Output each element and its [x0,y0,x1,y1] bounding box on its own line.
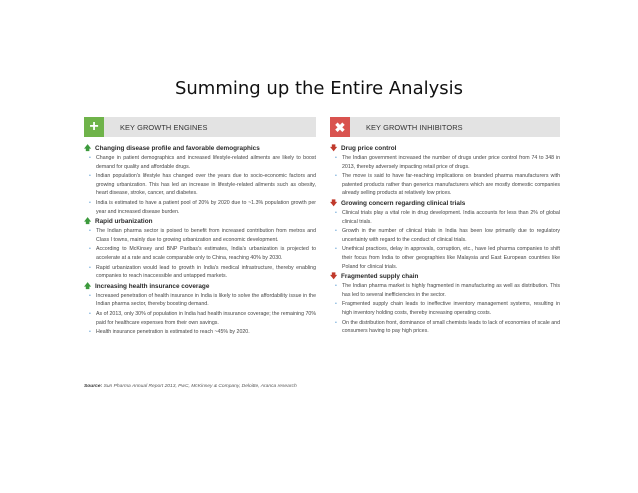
section-title: Growing concern regarding clinical trials [341,199,466,207]
inhibitor-section [330,273,560,336]
bullet-item: • The Indian pharma sector is poised to benefit from increased contribution from metros and Class I towns, mainly due to growing urbanization and economic development. [84,227,316,244]
growth-engines-header [84,117,316,137]
bullet-item: • The Indian pharma market is highly fragmented in manufacturing as well as distribution. This has led to several inefficiencies in the sector. [330,282,560,299]
growth-engines-column [84,117,316,339]
plus-icon: + [84,117,104,137]
bullet-item: • The Indian government increased the number of drugs under price control from 74 to 348 in 2013, thereby adversely impacting retail price of drugs. [330,154,560,171]
growth-inhibitors-title: KEY GROWTH INHIBITORS [366,122,463,132]
bullet-item: • Indian population's lifestyle has changed over the years due to socio-economic factors and growing urbanization. This has led an increase in lifestyle-related ailments such as obesity, heart disease, stroke, cancer, and diabetes. [84,172,316,198]
arrow-up-icon: 🡅 [84,218,92,226]
bullet-item: • According to McKinsey and BNP Paribas's estimates, India's urbanization is projected to accelerate at a rate and scale comparable only to China, reaching 40% by 2030. [84,245,316,262]
section-title: Fragmented supply chain [341,273,419,281]
section-title: Increasing health insurance coverage [95,282,210,290]
growth-engines-list [84,137,316,337]
arrow-up-icon: 🡅 [84,145,92,152]
arrow-up-icon: 🡅 [84,282,92,290]
bullet-item: • As of 2013, only 30% of population in India had health insurance coverage; the remaining 70% paid for healthcare expenses from their own savings. [84,310,316,327]
source-note [84,384,316,389]
page-title: Summing up the Entire Analysis [174,78,464,99]
growth-inhibitors-column [330,117,560,338]
growth-engines-title: KEY GROWTH ENGINES [120,122,208,132]
arrow-down-icon: 🡇 [330,199,338,207]
bullet-item: • The move is said to have far-reaching implications on branded pharma manufacturers with patented products rather than generics manufacturers which are mostly domestic companies already selling products at relatively low prices. [330,172,560,198]
arrow-down-icon: 🡇 [330,273,338,281]
bullet-item: • Increased penetration of health insurance in India is likely to solve the affordability issue in the Indian pharma sector, thereby boosting demand. [84,292,316,309]
bullet-item: • Clinical trials play a vital role in drug development. India accounts for less than 2% of global clinical trials. [330,209,560,226]
bullet-item: • Fragmented supply chain leads to ineffective inventory management systems, resulting in high inventory holding costs, thereby increasing operating costs. [330,300,560,317]
growth-inhibitors-header [330,117,560,137]
arrow-down-icon: 🡇 [330,145,338,152]
bullet-item: • Rapid urbanization would lead to growth in India's medical infrastructure, thereby enabling companies to reach inaccessible and untapped markets. [84,264,316,281]
section-title: Rapid urbanization [95,218,153,226]
section-title: Changing disease profile and favorable demographics [95,145,260,152]
cross-icon: ✖ [330,117,350,137]
bullet-item: • Health insurance penetration is estimated to reach ~45% by 2020. [84,328,316,337]
growth-inhibitors-list [330,137,560,336]
bullet-item: • Change in patient demographics and increased lifestyle-related ailments are likely to boost demand for quality and affordable drugs. [84,154,316,171]
engine-section [84,218,316,281]
engine-section [84,283,316,337]
bullet-item: • India is estimated to have a patient pool of 20% by 2020 due to ~1.3% population growth per year and increased disease burden. [84,199,316,216]
engine-section [84,145,316,216]
section-title: Drug price control [341,145,397,152]
source-text: Sun Pharma Annual Report 2013, PwC, McKinsey & Company, Deloitte, Aranca research [102,384,297,389]
bullet-item: • On the distribution front, dominance of small chemists leads to lack of economies of scale and consumers having to pay high prices. [330,319,560,336]
bullet-item: • Growth in the number of clinical trials in India has been low primarily due to regulatory uncertainty with regard to the conduct of clinical trials. [330,227,560,244]
inhibitor-section [330,200,560,271]
inhibitor-section [330,145,560,198]
bullet-item: • Unethical practices, delay in approvals, corruption, etc., have led pharma companies to shift their focus from India to other geographies like Malaysia and East European countries like Poland for clinical trials. [330,245,560,271]
source-label: Source: [84,384,103,389]
